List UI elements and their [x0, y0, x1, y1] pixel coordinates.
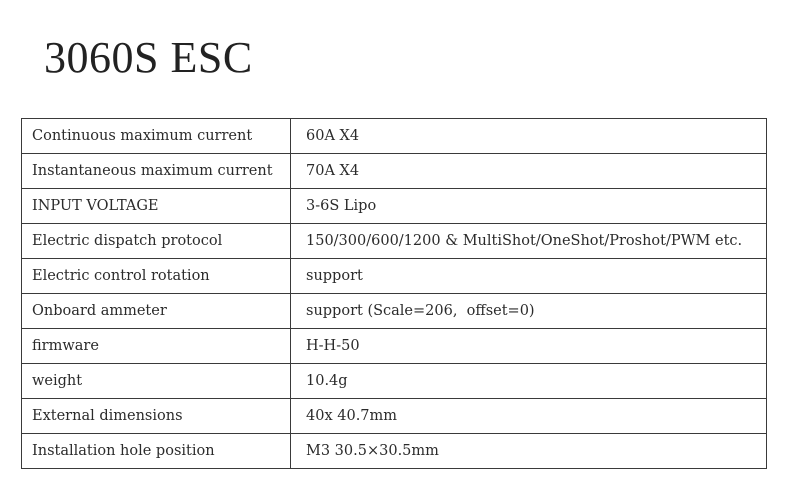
spec-value: 150/300/600/1200 & MultiShot/OneShot/Proshot/PWM etc.: [291, 224, 767, 259]
spec-value: support: [291, 259, 767, 294]
spec-label: Electric dispatch protocol: [22, 224, 291, 259]
spec-label: weight: [22, 364, 291, 399]
spec-value: support (Scale=206, offset=0): [291, 294, 767, 329]
spec-label: Electric control rotation: [22, 259, 291, 294]
table-row: [22, 224, 767, 259]
spec-value: 70A X4: [291, 154, 767, 189]
spec-label: External dimensions: [22, 399, 291, 434]
spec-value: 60A X4: [291, 119, 767, 154]
table-row: [22, 154, 767, 189]
spec-label: INPUT VOLTAGE: [22, 189, 291, 224]
page-title: 3060S ESC: [44, 33, 253, 82]
spec-value: 40x 40.7mm: [291, 399, 767, 434]
spec-value: 10.4g: [291, 364, 767, 399]
spec-label: Instantaneous maximum current: [22, 154, 291, 189]
table-row: [22, 399, 767, 434]
table-row: [22, 434, 767, 469]
spec-value: 3-6S Lipo: [291, 189, 767, 224]
table-row: [22, 119, 767, 154]
spec-value: M3 30.5×30.5mm: [291, 434, 767, 469]
table-row: [22, 364, 767, 399]
spec-label: Continuous maximum current: [22, 119, 291, 154]
spec-table: [21, 118, 767, 469]
table-row: [22, 189, 767, 224]
spec-label: firmware: [22, 329, 291, 364]
table-row: [22, 294, 767, 329]
table-row: [22, 329, 767, 364]
table-row: [22, 259, 767, 294]
spec-label: Installation hole position: [22, 434, 291, 469]
spec-label: Onboard ammeter: [22, 294, 291, 329]
spec-value: H-H-50: [291, 329, 767, 364]
